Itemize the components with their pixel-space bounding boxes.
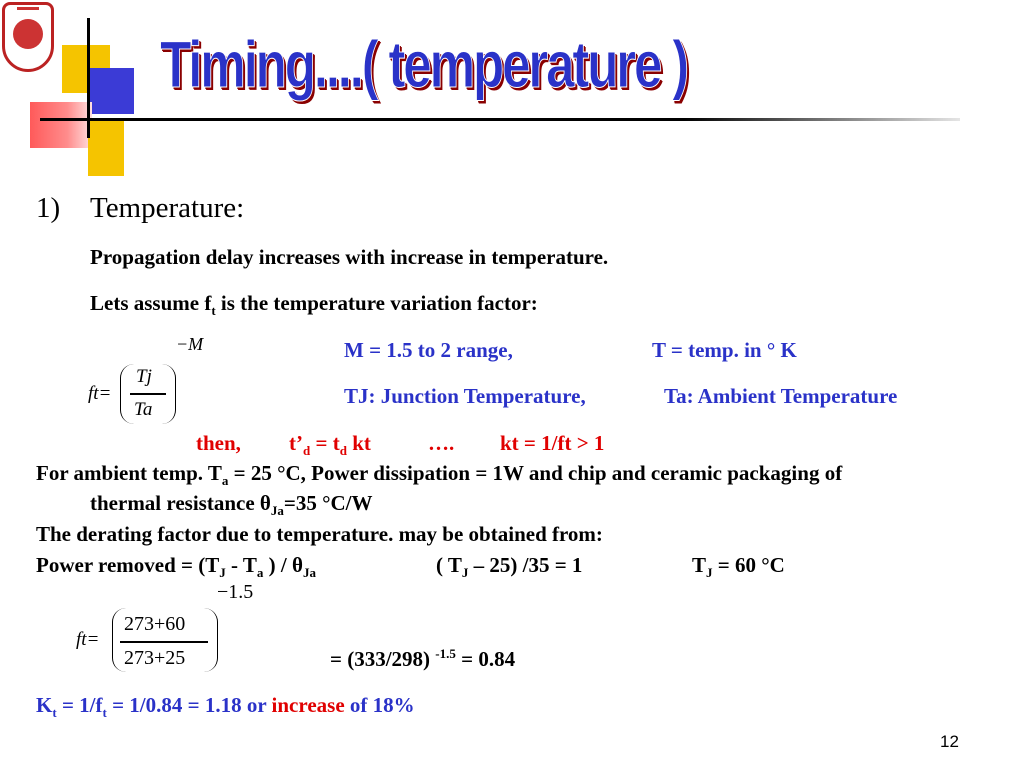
formula1-fraction-bar <box>130 393 166 395</box>
note-ambient-temp: Ta: Ambient Temperature <box>664 384 898 408</box>
decor-blue-square <box>88 68 134 114</box>
kt-conclusion: $K_t = 1/f_t = 1/0.84 = 1.18$ or increase of 18% <box>36 693 415 721</box>
increase-word: increase <box>271 693 345 717</box>
decor-vertical-rule <box>87 18 90 138</box>
decor-horizontal-rule <box>40 118 960 121</box>
formula1-denominator: Ta <box>134 399 153 420</box>
kt-relation: kt = 1/ft > 1 <box>500 431 605 455</box>
line-factor: Lets assume $f_t$ is the temperature variation factor: <box>90 291 538 319</box>
formula2-lhs: ft= <box>76 629 100 650</box>
heading-number: 1) <box>36 192 61 224</box>
line-propagation: Propagation delay increases with increase in temperature. <box>90 245 609 269</box>
formula1-numerator: Tj <box>136 366 152 387</box>
power-removed-equation: Power removed = ($T_J - T_a$ ) / $\theta_{Ja}$ <box>36 553 316 581</box>
decor-red-square <box>30 102 92 148</box>
delay-equation: $t’_d = t_d$ kt <box>289 431 371 459</box>
heading-text: Temperature: <box>90 192 245 224</box>
ft-result: = (333/298) $^{-1.5}$ = 0.84 <box>330 646 516 671</box>
note-m-range: M = 1.5 to 2 range, <box>344 338 513 362</box>
tj-result: $T_J = 60$ °C <box>692 553 785 581</box>
formula2-numerator: 273+60 <box>124 613 186 635</box>
page-number: 12 <box>940 732 959 751</box>
note-junction-temp: TJ: Junction Temperature, <box>344 384 586 408</box>
then-label: then, <box>196 431 241 455</box>
seal-crown-shape <box>17 7 39 18</box>
ellipsis: …. <box>428 431 455 455</box>
ambient-paragraph-line1: For ambient temp. $T_a = 25$ °C, Power dissipation = 1W and chip and ceramic packaging of <box>36 461 843 489</box>
slide-title: Timing....( temperature ) <box>160 27 687 101</box>
formula2-denominator: 273+25 <box>124 647 186 669</box>
formula1-lhs: ft= <box>88 383 112 404</box>
formula2-exponent: −1.5 <box>217 581 254 603</box>
derating-sentence: The derating factor due to temperature. may be obtained from: <box>36 522 603 546</box>
decor-yellow-square-lower <box>88 118 124 176</box>
note-temp-unit: T = temp. in ° K <box>652 338 797 362</box>
university-seal-logo <box>2 2 54 72</box>
formula1-exponent: −M <box>176 334 204 354</box>
ambient-paragraph-line2: thermal resistance $\theta_{Ja}=35$ °C/W <box>90 491 373 519</box>
tj-equation: ( $T_J - 25$) /35 = 1 <box>436 553 583 581</box>
formula2-fraction-bar <box>120 641 208 643</box>
seal-emblem-shape <box>13 19 43 49</box>
